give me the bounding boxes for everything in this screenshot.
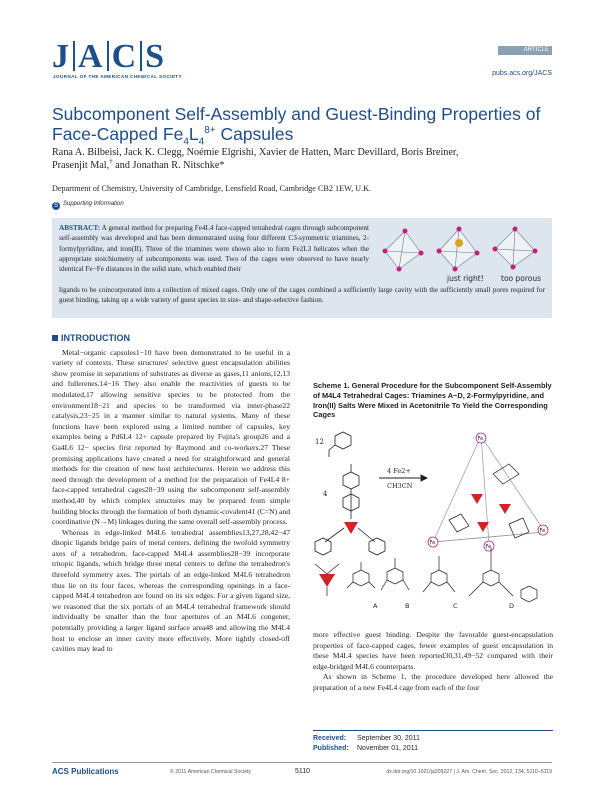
core-structures bbox=[315, 548, 537, 602]
logo-letter: S bbox=[145, 38, 166, 75]
journal-name: JOURNAL OF THE AMERICAN CHEMICAL SOCIETY bbox=[53, 74, 182, 79]
label-a: A bbox=[373, 602, 378, 611]
svg-text:CH3CN: CH3CN bbox=[387, 482, 413, 491]
page-number: 5110 bbox=[295, 768, 311, 775]
cage-graphic-3 bbox=[493, 227, 538, 270]
label-c: C bbox=[453, 602, 458, 611]
graphic-label-just-right: just right! bbox=[447, 274, 484, 283]
authors-line-2: Prasenjit Mal,† and Jonathan R. Nitschke* bbox=[52, 157, 225, 171]
copyright: © 2011 American Chemical Society bbox=[170, 769, 251, 775]
article-title bbox=[52, 104, 552, 148]
svg-text:Fe: Fe bbox=[477, 436, 484, 443]
authors-line-1: Rana A. Bilbeisi, Jack K. Clegg, Noémie Elgrishi, Xavier de Hatten, Marc Devillard, Boris Breiner, bbox=[52, 147, 459, 158]
published-date: Published: November 01, 2011 bbox=[313, 745, 418, 752]
intro-paragraph-1: Metal−organic capsules1−10 have been demonstrated to be useful in a variety of contexts. These structures' selective guest encapsulation abilities show promise in separations of substrates as diverse as gases,11 anions,12,13 and fullerenes.14−16 They also enable the reactivities of guests to be modulated,17 allowing sensitive species to be protected from the environment18−21 and species to be transformed via inner-phase22 catalysis,23−25 in a manner similar to natural systems. Many of these functions have been explored using a limited number of capsules, key examples being a Pd6L4 12+ capsule prepared by Fujita's group26 and a Ga4L6 12− species first reported by Raymond and co-workers.27 These promising applications have created a need for straightforward and general methods for the creation of new host architectures. Herein we address this need through the development of a method for the preparation of Fe4L4 8+ face-capped tetrahedral cages28−39 using the subcomponent self-assembly method,40 by which complex structures may be prepared from simple building blocks through the formation of both dynamic-covalent41 (C=N) and coordinative (N→M) linkages during the same overall self-assembly process. bbox=[52, 347, 290, 527]
logo-letter: A bbox=[78, 38, 104, 75]
section-square-icon bbox=[52, 335, 58, 341]
abstract-text-bottom: ligands to be coincorporated into a collection of mixed cages. Only one of the cages combined a sufficiently large cavity with the sufficiently small pores required for guest binding, taking up a wide variety of guest species in size- and shape-selective fashion. bbox=[59, 286, 545, 305]
journal-url-link[interactable]: pubs.acs.org/JACS bbox=[492, 70, 552, 77]
label-b: B bbox=[405, 602, 410, 611]
reaction-arrow bbox=[379, 467, 427, 490]
title-line-1: Subcomponent Self-Assembly and Guest-Binding Properties of bbox=[52, 104, 541, 124]
title-line-2: Face-Capped $Fe_4L_4^{8+}$ Capsules bbox=[52, 124, 294, 148]
publication-dates bbox=[313, 730, 553, 754]
logo-letter: C bbox=[111, 38, 138, 75]
abstract-box bbox=[52, 218, 552, 318]
svg-text:Fe: Fe bbox=[485, 544, 492, 551]
svg-text:4: 4 bbox=[323, 490, 328, 499]
svg-text:4 Fe2+: 4 Fe2+ bbox=[387, 467, 411, 476]
received-date: Received: September 30, 2011 bbox=[313, 735, 420, 742]
journal-logo bbox=[52, 38, 165, 76]
right-paragraph-2: As shown in Scheme 1, the procedure developed here allowed the preparation of a new Fe4L4 cage from each of the four bbox=[313, 672, 553, 692]
scheme-graphic bbox=[313, 424, 553, 646]
tetrahedral-cage bbox=[433, 436, 545, 544]
affiliation: Department of Chemistry, University of Cambridge, Lensfield Road, Cambridge CB2 1EW, U.K. bbox=[52, 184, 372, 193]
svg-text:Fe: Fe bbox=[539, 528, 546, 535]
article-type-badge: ARTICLE bbox=[498, 46, 552, 55]
scheme-caption: Scheme 1. General Procedure for the Subcomponent Self-Assembly of M4L4 Tetrahedral Cages: Triamines A−D, 2-Formylpyridine, and Iron(II) Salts Were Mixed in Acetonitrile To Yield the Corresponding Cages bbox=[313, 381, 552, 420]
abstract-graphic bbox=[377, 223, 545, 285]
scheme-1 bbox=[313, 381, 553, 646]
supporting-information-link[interactable]: S Supporting Information bbox=[53, 201, 124, 209]
core-labels bbox=[373, 602, 514, 610]
acs-publications-logo: ACS Publications bbox=[52, 767, 119, 776]
svg-text:Fe: Fe bbox=[429, 540, 436, 547]
supporting-info-icon: S bbox=[53, 203, 58, 209]
label-d: D bbox=[509, 602, 515, 611]
doi-citation[interactable]: dx.doi.org/10.1021/ja209227 | J. Am. Chem. Soc. 2012, 134, 5110−5119 bbox=[386, 769, 552, 775]
section-heading-introduction: INTRODUCTION bbox=[52, 333, 290, 344]
right-column-text bbox=[313, 630, 553, 694]
left-column bbox=[52, 333, 290, 655]
graphic-label-too-porous: too porous bbox=[501, 274, 542, 283]
right-paragraph-1: more effective guest binding. Despite the favorable guest-encapsulation properties of face-capped cages, fewer examples of guest encapsulation in these M4L4 species have been reported30,31,49−52 compared with their edge-bridged M4L6 counterparts. bbox=[313, 630, 553, 671]
cage-graphic-2 bbox=[437, 227, 480, 272]
page-footer bbox=[52, 762, 552, 776]
formylpyridine-structure bbox=[315, 432, 351, 457]
author-list bbox=[52, 147, 522, 172]
abstract-text-top: ABSTRACT: A general method for preparing Fe4L4 face-capped tetrahedral cages through subcomponent self-assembly was developed and has been demonstrated using four different C3-symmetric triamines, 2-formylpyridine, and iron(II). Three of the triamines were shown also to form Fe2L3 helicates when the appropriate stoichiometry of subcomponents was used. Two of the cages were observed to have nearly identical Fe−Fe distances in the solid state, which enabled their bbox=[59, 224, 369, 274]
triamine-structure bbox=[315, 464, 385, 555]
intro-paragraph-2: Whereas in edge-linked M4L6 tetrahedral assemblies13,27,28,42−47 ditopic ligands bridge pairs of metal centers, defining the twofold symmetry axes of a tetrahedron, face-capped M4L4 assemblies28−39 incorporate tritopic ligands, which bridge three metal centers to define the tetrahedron's threefold symmetry axes. The portals of an edge-linked M4L6 tetrahedron thus lie on its four faces, whereas the corresponding openings in a face-capped M4L4 tetrahedron are found on its six edges. For a given ligand size, we reasoned that the six portals of an M4L4 tetrahedral framework should individually be smaller than the four apertures of an M4L6 congener, potentially providing a larger ligand surface area48 and allowing the M4L4 host to enclose an inner cavity more effectively. More tightly closed-off cavities may lead to bbox=[52, 527, 290, 654]
logo-letter: J bbox=[52, 38, 70, 75]
cage-graphic-1 bbox=[383, 229, 424, 272]
svg-text:12: 12 bbox=[315, 438, 324, 447]
